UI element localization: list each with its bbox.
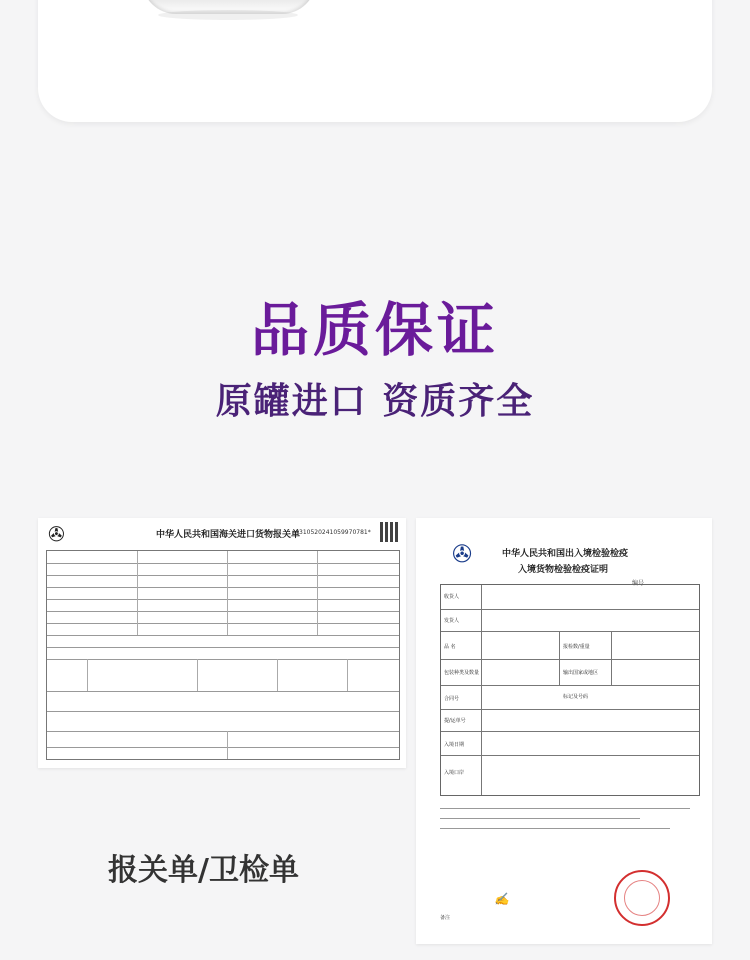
field-label: 报检数/重量 [563,644,590,650]
signature-image: ✍ [494,892,509,906]
customs-doc-heading: 中华人民共和国海关进口货物报关单 [156,530,301,540]
official-stamp [614,870,670,926]
section-subtitle: 原罐进口 资质齐全 [215,381,535,422]
field-label: 合同号 [444,696,460,702]
field-label: 标记及号码 [563,694,589,700]
inspection-emblem-icon: ✇ [452,540,473,568]
customs-emblem-icon: ✇ [48,522,65,546]
inspection-certificate-document [416,518,712,944]
product-shadow [158,10,298,20]
customs-form-grid [46,550,400,760]
field-label: 输出国家或地区 [563,670,599,676]
field-label: 收货人 [444,594,460,600]
inspection-doc-heading: 中华人民共和国出入境检验检疫 [502,549,629,559]
inspection-form-grid [440,584,700,796]
qr-code-icon [380,522,400,542]
field-label: 入境日期 [444,742,465,748]
customs-declaration-document [38,518,406,768]
inspection-doc-subheading: 入境货物检验检疫证明 [518,565,609,575]
field-label: 包装种类及数量 [444,670,480,676]
document-caption: 报关单/卫检单 [108,853,299,888]
inspection-doc-number-label: 编号 [632,580,645,587]
field-label: 发货人 [444,618,460,624]
customs-doc-number: *310520241059970781* [296,529,371,536]
field-label: 入境口岸 [444,770,465,776]
remarks-label: 备注 [440,915,451,921]
field-label: 提/运单号 [444,718,466,724]
section-title: 品质保证 [250,296,499,364]
field-label: 品 名 [444,644,456,650]
product-card [38,0,712,122]
